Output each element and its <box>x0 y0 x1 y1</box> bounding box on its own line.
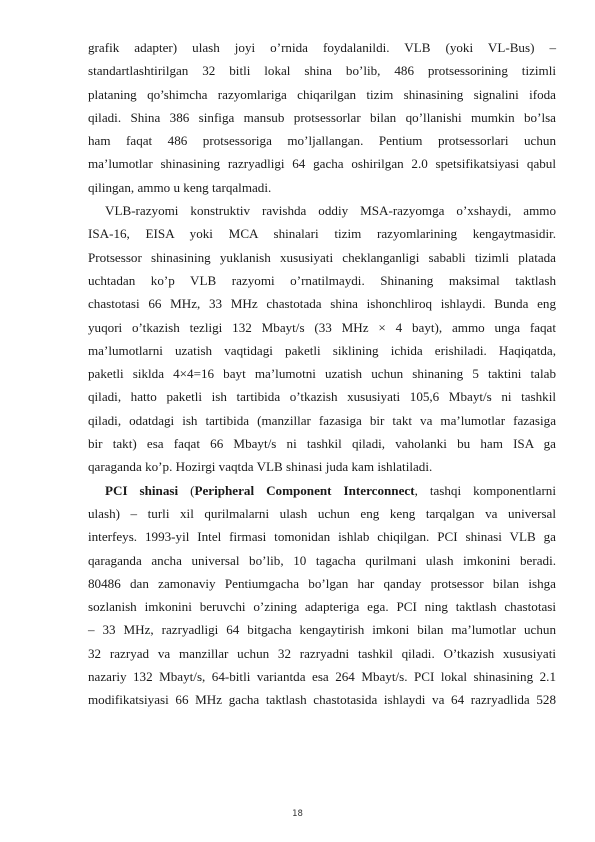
text-line: 32 razryad va manzillar uchun 32 razryadni tashkil qiladi. O’tkazish xususiyati <box>88 645 556 661</box>
text-line: qaraganda ko’p. Hozirgi vaqtda VLB shinasi juda kam ishlatiladi. <box>88 459 433 475</box>
text-line: grafik adapter) ulash joyi o’rnida foydalanildi. VLB (yoki VL-Bus) – <box>88 40 556 55</box>
paragraph-vlb-connector <box>88 199 556 479</box>
text-line: standartlashtirilgan 32 bitli lokal shina bo’lib, 486 protsessorining tizimli <box>88 63 556 79</box>
text-line: paketli siklda 4×4=16 bayt ma’lumotni uzatish uchun shinaning 5 taktini talab <box>88 366 556 382</box>
text-line: qiladi, hatto paketli ish tartibida o’tkazish xususiyati 105,6 Mbayt/s ni tashkil <box>88 389 556 405</box>
text-line: ham faqat 486 protsessoriga mo’ljallangan. Pentium protsessorlari uchun <box>88 133 556 149</box>
text-line: ISA-16, EISA yoki MCA shinalari tizim razyomlarining kengaytmasidir. <box>88 226 556 242</box>
text-line: qiladi. Shina 386 sinfiga mansub protsessorlar bilan qo’llanishi mumkin bo’lsa <box>88 109 556 125</box>
text-line: interfeys. 1993-yil Intel firmasi tomonidan ishlab chiqilgan. PCI shinasi VLB ga <box>88 529 556 545</box>
text-line: plataning qo’shimcha razyomlariga chiqarilgan tizim shinasining signalini ifoda <box>88 86 556 102</box>
text-line: ma’lumotlarni uzatish vaqtidagi paketli siklining ichida erishiladi. Haqiqatda, <box>88 342 556 358</box>
text-line: VLB-razyomi konstruktiv ravishda oddiy MSA-razyomga o’xshaydi, ammo <box>105 203 556 219</box>
text-line: ulash) – turli xil qurilmalarni ulash uchun eng keng tarqalgan va universal <box>88 505 556 521</box>
pci-term: PCI shinasi <box>105 482 179 498</box>
text-line: bir takt) esa faqat 66 Mbayt/s ni tashkil qiladi, vaholanki bu ham ISA ga <box>88 436 556 452</box>
text-line: qiladi, odatdagi ish tartibida (manzillar fazasiga bir takt va ma’lumotlar fazasiga <box>88 412 556 428</box>
text-line: – 33 MHz, razryadligi 64 bitgacha kengaytirish imkoni bilan ma’lumotlar uchun <box>88 622 556 638</box>
page-number: 18 <box>292 809 303 819</box>
open-paren: ( <box>178 482 195 498</box>
paragraph-vlb-intro <box>88 36 556 199</box>
text-line: ma’lumotlar shinasining razryadligi 64 gacha oshirilgan 2.0 spetsifikatsiyasi qabul <box>88 156 556 172</box>
paragraph-pci-bus <box>88 479 556 712</box>
text-line: qilingan, ammo u keng tarqalmadi. <box>88 179 272 195</box>
text-line: qaraganda ancha universal bo’lib, 10 tagacha qurilmani ulash imkonini beradi. <box>88 552 556 568</box>
text-line: sozlanish imkonini beruvchi o’zining adapteriga ega. PCI ning taktlash chastotasi <box>88 599 556 615</box>
text-line <box>88 479 556 502</box>
text-line: yuqori o’tkazish tezligi 132 Mbayt/s (33 MHz × 4 bayt), ammo unga faqat <box>88 319 556 335</box>
text-fragment: , tashqi komponentlarni <box>414 482 556 498</box>
text-line: uchtadan ko’p VLB razyomi o’rnatilmaydi. Shinaning maksimal taktlash <box>88 272 556 288</box>
document-page <box>88 36 556 712</box>
text-line: Protsessor shinasining yuklanish xususiyati cheklanganligi sababli tizimli platada <box>88 249 556 265</box>
text-line: chastotasi 66 MHz, 33 MHz chastotada shina ishonchliroq ishlaydi. Bunda eng <box>88 296 556 312</box>
pci-full-name: Peripheral Component Interconnect <box>194 482 415 498</box>
text-line: 80486 dan zamonaviy Pentiumgacha bo’lgan har qanday protsessor bilan ishga <box>88 575 556 591</box>
text-line: nazariy 132 Mbayt/s, 64-bitli variantda esa 264 Mbayt/s. PCI lokal shinasining 2.1 <box>88 669 556 685</box>
text-line: modifikatsiyasi 66 MHz gacha taktlash chastotasida ishlaydi va 64 razryadlida 528 <box>88 692 556 708</box>
